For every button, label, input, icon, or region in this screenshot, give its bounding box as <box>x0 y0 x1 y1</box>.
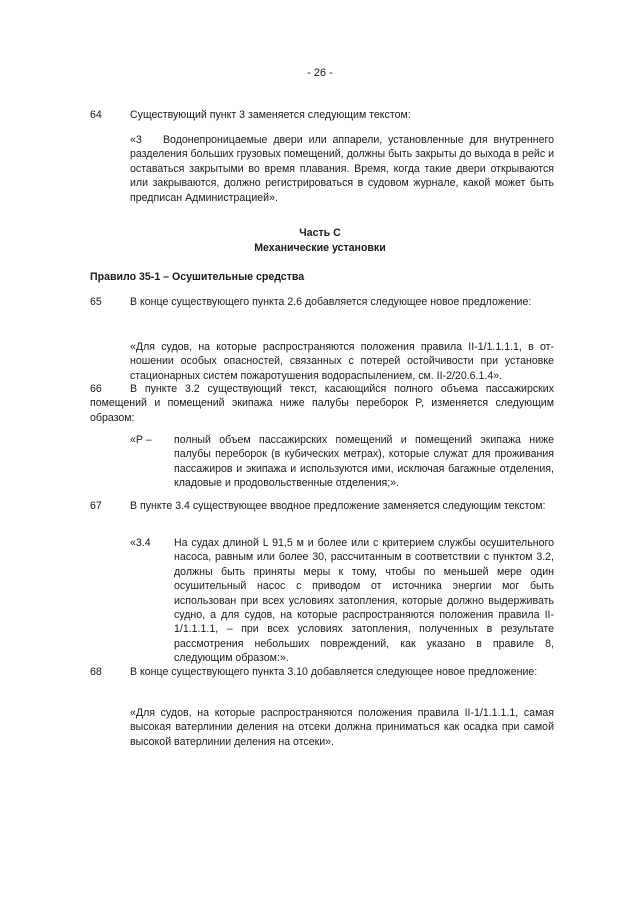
paragraph-number: 64 <box>90 109 102 121</box>
quoted-text-65: «Для судов, на которые распространяются положения правила II-1/1.1.1.1, в отношении особых опасностей, связанных с потерей остойчивости при установке стационарных систем пожаротушения водораспылением, см. II-2/20.6.1.4». <box>130 341 554 382</box>
paragraph-number: 65 <box>90 296 102 308</box>
definition-body: полный объем пассажирских помещений и помещений экипажа ниже палубы переборок (в кубических метрах), которые служат для проживания пассажиров и экипажа и используются ими, исключая багажные отделения, кладовые и продовольственные отделения;». <box>174 434 554 490</box>
rule-title: Правило 35-1 – Осушительные средства <box>90 271 305 283</box>
paragraph-text: В пункте 3.2 существующий текст, касающийся полного объема пассажирских помещений и помещений экипажа ниже палубы переборок P, изменяется следующим образом: <box>90 383 554 424</box>
paragraph-68 <box>90 665 554 679</box>
definition-3-4 <box>130 536 554 665</box>
paragraph-65 <box>90 295 554 309</box>
paragraph-text: В пункте 3.4 существующее вводное предложение заменяется следующим текстом: <box>130 500 546 512</box>
part-title: Часть C <box>299 227 341 239</box>
part-subtitle: Механические установки <box>254 242 386 254</box>
definition-p <box>130 433 554 491</box>
paragraph-text: В конце существующего пункта 3.10 добавляется следующее новое предложение: <box>130 666 538 678</box>
paragraph-number: 67 <box>90 500 102 512</box>
paragraph-67 <box>90 499 554 513</box>
paragraph-text: Существующий пункт 3 заменяется следующим текстом: <box>130 109 411 121</box>
quoted-text-68: «Для судов, на которые распространяются положения правила II-1/1.1.1.1, самая высокая ватерлинии деления на отсеки должна приниматься как осадка при самой высокой ватерлинии деления на отсеки». <box>130 707 554 748</box>
page-number: - 26 - <box>307 67 333 79</box>
quoted-text-3: «3 Водонепроницаемые двери или аппарели, установленные для внутреннего разделения больших грузовых помещений, должны быть закрыты до выхода в рейс и оставаться закрытыми во время плавания. Время, когда такие двери открываются или закрываются, должно регистрироваться в судовом журнале, какой может быть предписан Администрацией». <box>130 134 554 204</box>
paragraph-number: 66 <box>90 383 102 395</box>
paragraph-number: 68 <box>90 666 102 678</box>
definition-term: «3.4 <box>130 537 151 549</box>
paragraph-text: В конце существующего пункта 2.6 добавляется следующее новое предложение: <box>130 296 532 308</box>
paragraph-64 <box>90 108 554 122</box>
paragraph-66 <box>90 382 554 425</box>
definition-term: «P – <box>130 434 152 446</box>
definition-body: На судах длиной L 91,5 м и более или с критерием службы осушительного насоса, равным или более 30, рассчитанным в соответствии с пунктом 3.2, должны быть приняты меры к тому, чтобы по меньшей мере один осушительный насос с приводом от источника энергии мог быть использован при всех условиях затопления, которые должно выдерживать судно, а для судов, на которые распространяются положения правила II-1/1.1.1.1, – при всех условиях затопления, полученных в результате рассмотрения небольших повреждений, как указано в правиле 8, следующим образом:». <box>174 537 554 665</box>
